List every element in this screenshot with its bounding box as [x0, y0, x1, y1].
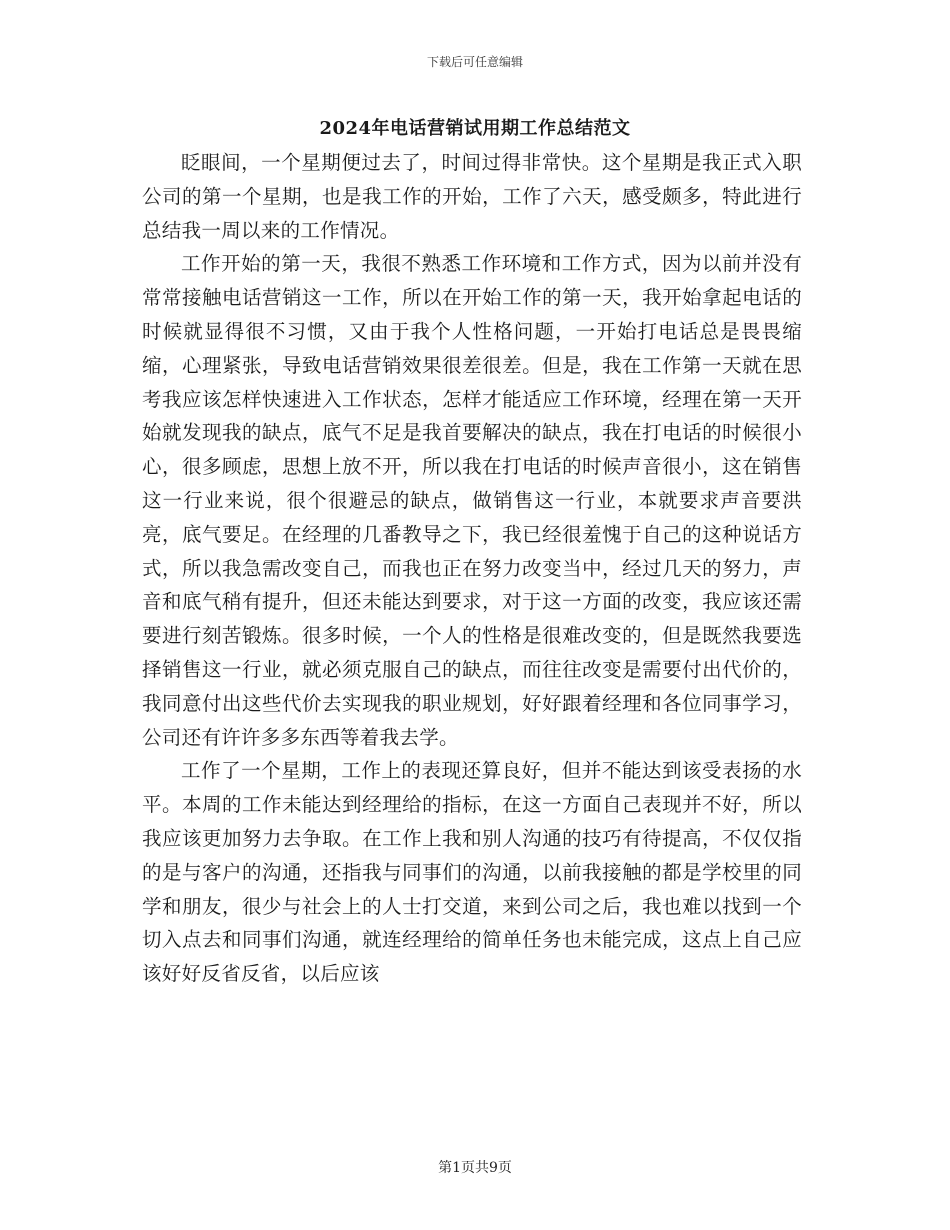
page-footer: 第1页共9页	[438, 1160, 512, 1176]
document-body	[142, 146, 802, 991]
document-title: 2024年电话营销试用期工作总结范文	[319, 118, 631, 139]
page-header: 下载后可任意编辑	[426, 55, 523, 69]
paragraph-1: 眨眼间，一个星期便过去了，时间过得非常快。这个星期是我正式入职公司的第一个星期，也是我工作的开始，工作了六天，感受颇多，特此进行总结我一周以来的工作情况。	[142, 151, 802, 242]
paragraph-2: 工作开始的第一天，我很不熟悉工作环境和工作方式，因为以前并没有常常接触电话营销这一工作，所以在开始工作的第一天，我开始拿起电话的时候就显得很不习惯，又由于我个人性格问题，一开始打电话总是畏畏缩缩，心理紧张，导致电话营销效果很差很差。但是，我在工作第一天就在思考我应该怎样快速进入工作状态，怎样才能适应工作环境，经理在第一天开始就发现我的缺点，底气不足是我首要解决的缺点，我在打电话的时候很小心，很多顾虑，思想上放不开，所以我在打电话的时候声音很小，这在销售这一行业来说，很个很避忌的缺点，做销售这一行业，本就要求声音要洪亮，底气要足。在经理的几番教导之下，我已经很羞愧于自己的这种说话方式，所以我急需改变自己，而我也正在努力改变当中，经过几天的努力，声音和底气稍有提升，但还未能达到要求，对于这一方面的改变，我应该还需要进行刻苦锻炼。很多时候，一个人的性格是很难改变的，但是既然我要选择销售这一行业，就必须克服自己的缺点，而往往改变是需要付出代价的，我同意付出这些代价去实现我的职业规划，好好跟着经理和各位同事学习，公司还有许许多多东西等着我去学。	[142, 252, 802, 749]
paragraph-3: 工作了一个星期，工作上的表现还算良好，但并不能达到该受表扬的水平。本周的工作未能达到经理给的指标，在这一方面自己表现并不好，所以我应该更加努力去争取。在工作上我和别人沟通的技巧有待提高，不仅仅指的是与客户的沟通，还指我与同事们的沟通，以前我接触的都是学校里的同学和朋友，很少与社会上的人士打交道，来到公司之后，我也难以找到一个切入点去和同事们沟通，就连经理给的简单任务也未能完成，这点上自己应该好好反省反省，以后应该	[142, 759, 802, 986]
